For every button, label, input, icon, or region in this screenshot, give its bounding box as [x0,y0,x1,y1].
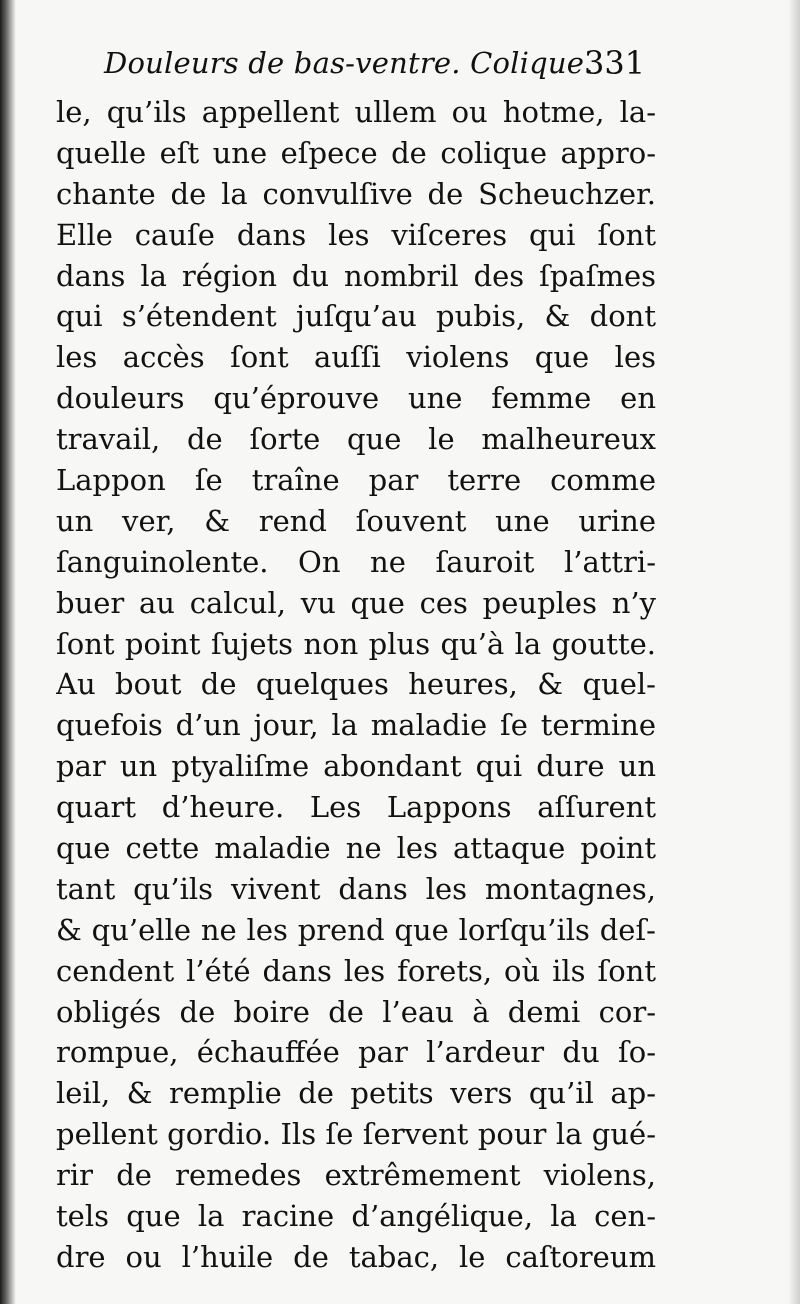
text-line: tels que la racine d’angélique, la cen- [56,1199,656,1234]
text-line: obligés de boire de l’eau à demi cor- [56,994,656,1029]
text-line: cendent l’été dans les forets, où ils ſont [56,953,656,988]
text-line: Au bout de quelques heures, & quel- [56,667,656,702]
text-line: tant qu’ils vivent dans les montagnes, [56,871,656,906]
text-line: leil, & remplie de petits vers qu’il ap- [56,1076,656,1111]
text-line: chante de la convulſive de Scheuchzer. [56,176,656,211]
text-line: buer au calcul, vu que ces peuples n’y [56,585,656,620]
text-line: dre ou l’huile de tabac, le caſtoreum [56,1239,656,1274]
text-line: quefois d’un jour, la maladie ſe termine [56,708,656,743]
page-edge [788,0,800,1304]
text-line: travail, de ſorte que le malheureux [56,422,656,457]
text-line: rir de remedes extrêmement violens, [56,1158,656,1193]
text-line: Elle cauſe dans les viſceres qui ſont [56,217,656,252]
text-line: Lappon ſe traîne par terre comme [56,463,656,498]
text-line: que cette maladie ne les attaque point [56,831,656,866]
text-line: les accès ſont auſſi violens que les [56,340,656,375]
page-number: 331 [584,44,646,82]
text-line: ſont point ſujets non plus qu’à la goutte. [56,626,656,661]
text-line: douleurs qu’éprouve une femme en [56,381,656,416]
text-line: quart d’heure. Les Lappons aſſurent [56,790,656,825]
text-line: quelle eſt une eſpece de colique appro- [56,135,656,170]
text-line: ſanguinolente. On ne ſauroit l’attri- [56,544,656,579]
text-line: & qu’elle ne les prend que lorſqu’ils deſ- [56,912,656,947]
text-line: rompue, échauffée par l’ardeur du ſo- [56,1035,656,1070]
text-line: par un ptyaliſme abondant qui dure un [56,749,656,784]
text-line: dans la région du nombril des ſpaſmes [56,258,656,293]
running-title: Douleurs de bas-ventre. Colique. [104,46,594,80]
text-line: le, qu’ils appellent ullem ou hotme, la- [56,95,656,129]
text-line: un ver, & rend ſouvent une urine [56,503,656,538]
body-text [56,92,656,1278]
text-line: qui s’étendent juſqu’au pubis, & dont [56,299,656,334]
binding-shadow [0,0,16,1304]
text-line: pellent gordio. Ils ſe ſervent pour la gué- [56,1117,656,1152]
